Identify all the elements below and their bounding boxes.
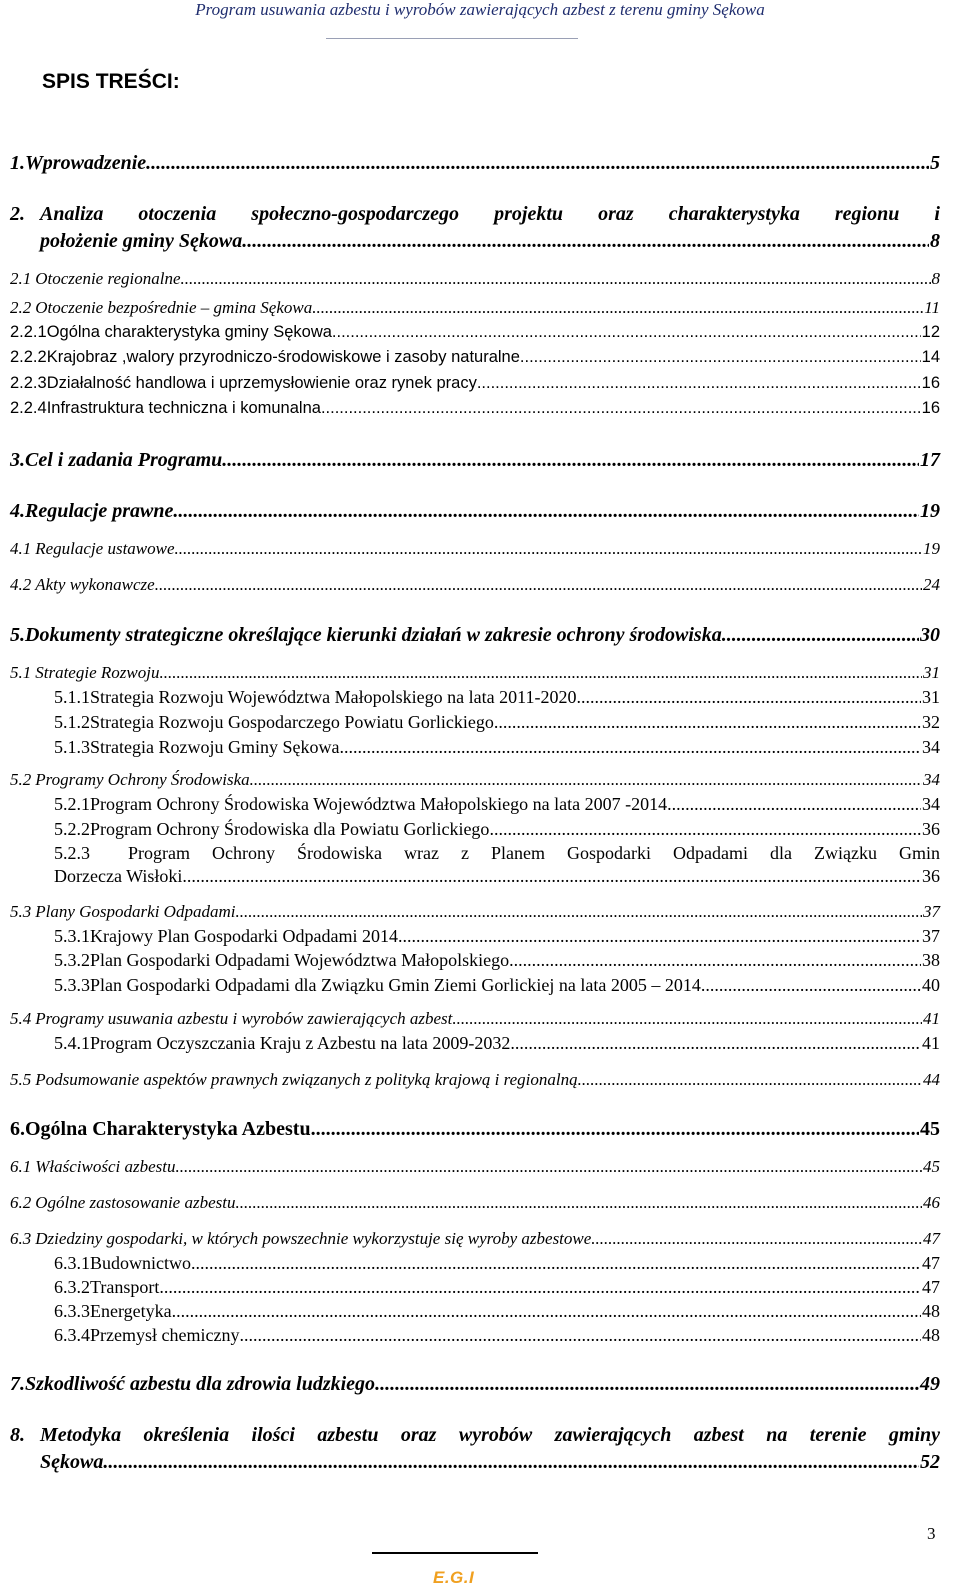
toc-entry-number: 5.3.3 [54,975,90,995]
toc-entry [54,950,940,971]
toc-page-number: 24 [923,575,940,594]
toc-entry-title: Ogólna Charakterystyka Azbestu [25,1118,311,1140]
toc-page-number: 37 [922,926,940,946]
toc-page-number: 36 [922,866,940,886]
toc-entry-title: Działalność handlowa i uprzemysłowienie oraz rynek pracy [46,374,477,392]
toc-page-number: 34 [922,737,940,757]
toc-entry [10,663,940,683]
leader-dots [182,866,921,887]
toc-entry [10,1229,940,1249]
toc-page-number: 30 [920,624,940,646]
toc-entry-title: Strategia Rozwoju Gospodarczego Powiatu Gorlickiego [90,712,494,732]
toc-entry [54,1253,940,1274]
toc-entry [40,1451,940,1474]
leader-dots [311,1118,919,1141]
toc-entry-title: Wprowadzenie [25,152,147,174]
leader-dots [667,794,921,815]
toc-page-number: 48 [922,1325,940,1345]
toc-entry [54,737,940,758]
toc-entry [10,323,940,342]
toc-entry [10,152,940,175]
toc-page-number: 38 [922,950,940,970]
toc-entry-number: 5.2.2 [54,819,90,839]
toc-entry-title: Krajobraz ,walory przyrodniczo-środowiskowe i zasoby naturalne [46,348,520,366]
toc-entry [10,1373,940,1396]
toc-entry-title: Programy Ochrony Środowiska [35,770,250,789]
leader-dots [250,770,922,790]
leader-dots [452,1009,922,1029]
toc-entry [54,1325,940,1346]
toc-page-number: 17 [920,449,940,471]
toc-entry [10,374,940,393]
toc-entry-number: 5.2.1 [54,794,90,814]
toc-entry-number: 6.3.2 [54,1277,90,1297]
toc-page-number: 14 [921,348,940,366]
leader-dots [103,1451,919,1474]
toc-entry [10,298,940,318]
toc-entry-number: 2.2.2 [10,348,47,366]
toc-entry-title: Akty wykonawcze [35,575,155,594]
toc-entry-title-cont: Sękowa [40,1451,104,1473]
leader-dots [191,1253,921,1274]
toc-page-number: 16 [921,374,940,392]
toc-entry-title: Cel i zadania Programu [25,449,223,471]
toc-entry-number: 5.2.3 [54,843,90,863]
toc-entry-number: 6.3.4 [54,1325,90,1345]
toc-entry [54,712,940,733]
toc-entry-number: 5.1.2 [54,712,90,732]
toc-entry [54,794,940,815]
leader-dots [235,902,922,922]
toc-entry-number: 5.1.1 [54,687,90,707]
toc-entry [10,575,940,595]
toc-entry [10,770,940,790]
toc-page-number: 31 [922,687,940,707]
toc-entry [54,1033,940,1054]
toc-entry-number: 5.1 [10,663,32,682]
toc-entry-number: 2.2 [10,298,32,317]
toc-page-number: 12 [921,323,940,341]
toc-page-number: 49 [920,1373,940,1395]
toc-entry-number: 5.4.1 [54,1033,90,1053]
toc-entry [10,624,940,647]
leader-dots [159,663,922,683]
toc-entry-number: 4.2 [10,575,32,594]
toc-heading: SPIS TREŚCI: [42,70,180,93]
toc-page-number: 8 [930,230,940,252]
leader-dots [339,737,921,758]
toc-entry [40,230,940,253]
toc-page-number: 19 [920,500,940,522]
leader-dots [509,950,921,971]
toc-entry-line [10,203,940,226]
toc-page-number: 41 [922,1033,940,1053]
leader-dots [477,374,921,393]
toc-page-number: 47 [923,1229,940,1248]
leader-dots [398,926,921,947]
leader-dots [375,1373,919,1396]
toc-entry-number: 4. [10,500,25,522]
footer-rule [372,1552,538,1554]
toc-entry [10,1118,940,1141]
toc-entry-number: 4.1 [10,539,32,558]
toc-entry-number: 1. [10,152,25,174]
toc-entry-number: 5.1.3 [54,737,90,757]
toc-entry-title: Strategia Rozwoju Województwa Małopolskiego na lata 2011-2020 [90,687,577,707]
toc-entry [10,1157,940,1177]
leader-dots [175,539,922,559]
toc-page-number: 41 [923,1009,940,1028]
toc-page-number: 8 [931,269,940,288]
toc-entry-number: 6.3 [10,1229,32,1248]
leader-dots [701,975,921,996]
leader-dots [578,1070,922,1090]
toc-entry-title: Program Ochrony Środowiska wraz z Planem Gospodarki Odpadami dla Związku Gmin [128,843,940,863]
page-number: 3 [927,1524,936,1543]
toc-page-number: 34 [923,770,940,789]
toc-entry-title: Analiza otoczenia społeczno-gospodarczego projektu oraz charakterystyka regionu i [40,203,940,225]
toc-entry-number: 5.5 [10,1070,32,1089]
leader-dots [155,575,922,595]
toc-page-number: 31 [923,663,940,682]
leader-dots [239,1325,921,1346]
toc-entry-title: Programy usuwania azbestu i wyrobów zawierających azbest [35,1009,453,1028]
leader-dots [173,500,919,523]
toc-page-number: 46 [923,1193,940,1212]
toc-page-number: 16 [921,399,940,417]
leader-dots [222,449,919,472]
toc-entry-title: Program Oczyszczania Kraju z Azbestu na lata 2009-2032 [90,1033,511,1053]
leader-dots [494,712,921,733]
toc-entry-number: 6.1 [10,1157,32,1176]
leader-dots [489,819,921,840]
toc-entry [54,819,940,840]
toc-entry [54,1277,940,1298]
toc-entry [10,1009,940,1029]
toc-entry-title: Regulacje prawne [25,500,174,522]
toc-entry-title: Regulacje ustawowe [35,539,175,558]
toc-page-number: 47 [922,1253,940,1273]
toc-page-number: 5 [930,152,940,174]
toc-entry-title: Szkodliwość azbestu dla zdrowia ludzkiego [25,1373,376,1395]
toc-page-number: 44 [923,1070,940,1089]
toc-entry-title: Transport [90,1277,160,1297]
toc-entry-number: 5.3 [10,902,32,921]
leader-dots [321,399,921,418]
toc-page-number: 52 [920,1451,940,1473]
toc-entry-title: Podsumowanie aspektów prawnych związanych z polityką krajową i regionalną [35,1070,578,1089]
toc-entry-line [10,1424,940,1447]
toc-entry [54,1301,940,1322]
toc-entry-title: Plany Gospodarki Odpadami [35,902,236,921]
toc-entry-number: 5.4 [10,1009,32,1028]
toc-page-number: 47 [922,1277,940,1297]
toc-entry-number: 2.2.3 [10,374,47,392]
toc-page-number: 48 [922,1301,940,1321]
toc-entry-number: 8. [10,1424,25,1446]
toc-entry [10,269,940,289]
toc-entry-title: Plan Gospodarki Odpadami Województwa Małopolskiego [90,950,510,970]
toc-entry-number: 5.2 [10,770,32,789]
toc-entry [10,500,940,523]
toc-entry-title: Budownictwo [90,1253,191,1273]
toc-entry-title: Przemysł chemiczny [90,1325,240,1345]
leader-dots [235,1193,922,1213]
toc-entry-title: Otoczenie bezpośrednie – gmina Sękowa [35,298,313,317]
toc-page-number: 37 [923,902,940,921]
toc-entry-title: Ogólna charakterystyka gminy Sękowa [46,323,332,341]
leader-dots [312,298,923,318]
toc-entry [10,1070,940,1090]
toc-entry-title-cont: Dorzecza Wisłoki [54,866,183,886]
leader-dots [176,1157,923,1177]
running-header: Program usuwania azbestu i wyrobów zawierających azbest z terenu gminy Sękowa [195,0,765,19]
leader-dots [591,1229,922,1249]
toc-entry-title: Plan Gospodarki Odpadami dla Związku Gmin Ziemi Gorlickiej na lata 2005 – 2014 [90,975,701,995]
toc-entry-title: Dziedziny gospodarki, w których powszechnie wykorzystuje się wyroby azbestowe [35,1229,592,1248]
toc-entry-number: 6.3.3 [54,1301,90,1321]
toc-entry [10,539,940,559]
toc-entry-number: 6.3.1 [54,1253,90,1273]
toc-entry-title: Ogólne zastosowanie azbestu [35,1193,236,1212]
toc-entry [54,687,940,708]
leader-dots [520,348,921,367]
toc-entry-number: 2.1 [10,269,32,288]
toc-page-number: 19 [923,539,940,558]
toc-entry-title: Otoczenie regionalne [35,269,181,288]
toc-page-number: 34 [922,794,940,814]
toc-entry-title: Strategie Rozwoju [35,663,160,682]
leader-dots [510,1033,921,1054]
toc-entry-title: Infrastruktura techniczna i komunalna [46,399,321,417]
toc-entry-number: 6.2 [10,1193,32,1212]
toc-page-number: 45 [923,1157,940,1176]
toc-entry-line [54,843,940,864]
toc-entry-title: Właściwości azbestu [35,1157,176,1176]
toc-entry-number: 5. [10,624,25,646]
leader-dots [181,269,931,289]
leader-dots [146,152,929,175]
toc-entry-title: Metodyka określenia ilości azbestu oraz wyrobów zawierających azbest na terenie gminy [40,1424,940,1446]
toc-entry [10,902,940,922]
company-logo: E.G.I [433,1568,475,1587]
toc-entry-number: 7. [10,1373,25,1395]
toc-page-number: 11 [924,298,940,317]
toc-entry-title: Energetyka [90,1301,172,1321]
leader-dots [159,1277,921,1298]
leader-dots [172,1301,921,1322]
toc-entry [10,348,940,367]
toc-entry [10,1193,940,1213]
toc-page-number: 40 [922,975,940,995]
toc-entry [10,449,940,472]
toc-entry-title-cont: położenie gminy Sękowa [40,230,243,252]
toc-entry-number: 2. [10,203,25,225]
toc-entry [54,866,940,887]
leader-dots [722,624,919,647]
toc-entry [54,926,940,947]
toc-entry-number: 2.2.4 [10,399,47,417]
toc-entry-number: 3. [10,449,25,471]
toc-entry-title: Krajowy Plan Gospodarki Odpadami 2014 [90,926,398,946]
toc-entry-number: 6. [10,1118,25,1140]
toc-entry-title: Strategia Rozwoju Gminy Sękowa [90,737,340,757]
leader-dots [242,230,929,253]
toc-entry-number: 5.3.2 [54,950,90,970]
toc-entry [10,399,940,418]
toc-page-number: 36 [922,819,940,839]
toc-entry-title: Program Ochrony Środowiska dla Powiatu Gorlickiego [90,819,490,839]
toc-entry-title: Program Ochrony Środowiska Województwa Małopolskiego na lata 2007 -2014 [90,794,668,814]
toc-page-number: 32 [922,712,940,732]
toc-entry-number: 2.2.1 [10,323,47,341]
toc-page-number: 45 [920,1118,940,1140]
leader-dots [576,687,921,708]
toc-entry-title: Dokumenty strategiczne określające kierunki działań w zakresie ochrony środowiska [25,624,722,646]
toc-entry [54,975,940,996]
leader-dots [332,323,921,342]
toc-entry-number: 5.3.1 [54,926,90,946]
